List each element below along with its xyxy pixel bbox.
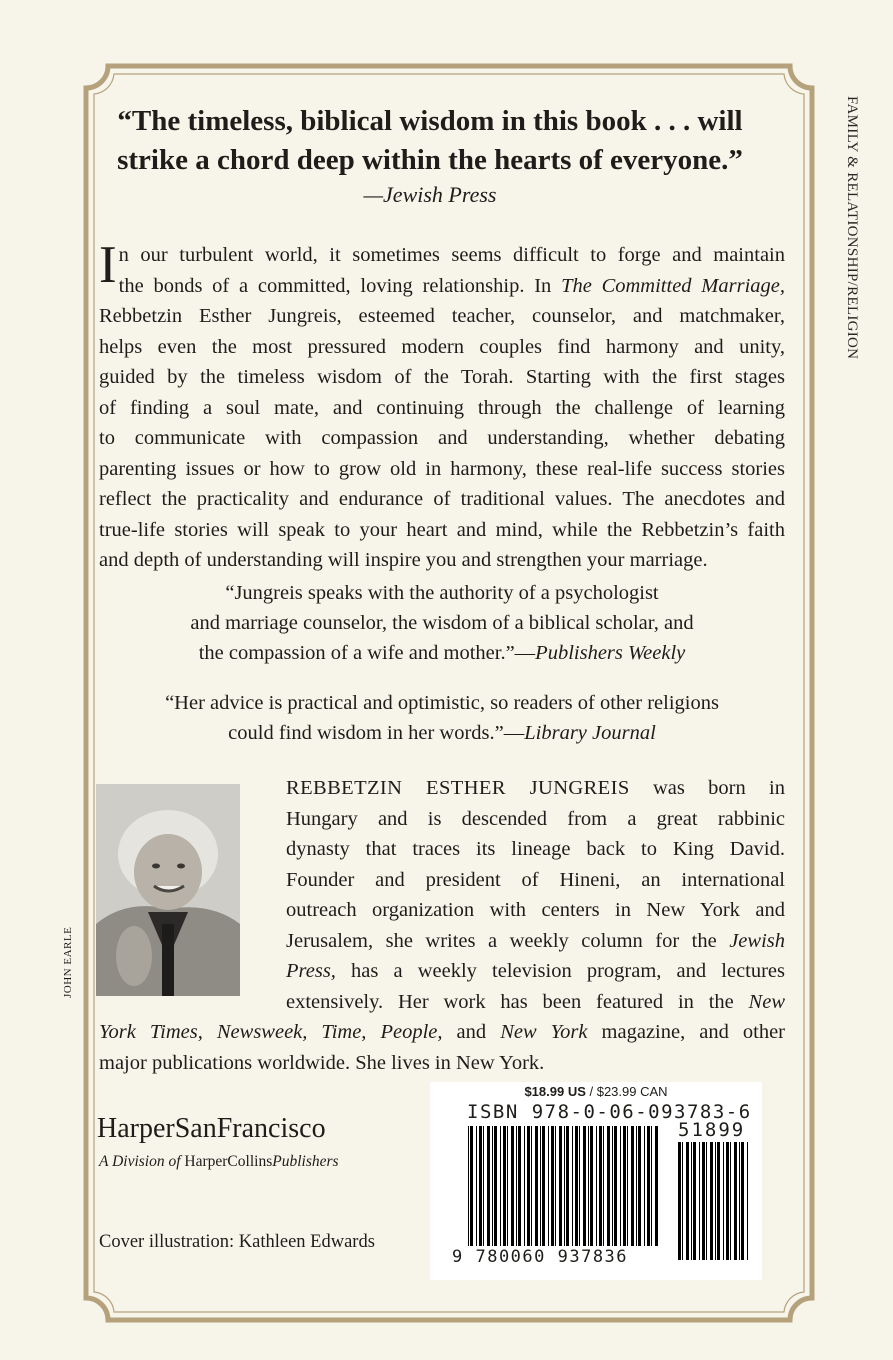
description-line: n our turbulent world, it sometimes seems difficult to forge and maintain [118,244,785,266]
tagline-line: strike a chord deep within the hearts of everyone.” [117,144,743,176]
description-line: of finding a soul mate, and continuing through the challenge of learning [99,396,785,419]
quote-line: could find wisdom in her words.”—Library Journal [228,722,656,744]
quote-line: and marriage counselor, the wisdom of a biblical scholar, and [190,612,694,634]
description-line: to communicate with compassion and understanding, whether debating [99,427,785,449]
bio-line: Hungary and is descended from a great rabbinic [286,807,785,830]
tagline-line: “The timeless, biblical wisdom in this book . . . will [117,105,743,137]
drop-cap: I [99,236,117,294]
cover-credit: Cover illustration: Kathleen Edwards [99,1232,375,1252]
quote-source: Publishers Weekly [535,642,686,664]
ean-digits: 9 780060 937836 [452,1247,629,1267]
description-line: reflect the practicality and endurance of traditional values. The anecdotes and [99,488,785,510]
book-title: The Committed Marriage, [561,274,786,297]
description-line: and depth of understanding will inspire you and strengthen your marriage. [99,549,708,571]
bio-line: dynasty that traces its lineage back to King David. [286,838,785,860]
description-line: Rebbetzin Esther Jungreis, esteemed teacher, counselor, and matchmaker, [99,305,785,327]
category-text: FAMILY & RELATIONSHIP/RELIGION [844,96,860,360]
publisher-name: HarperSanFrancisco [97,1113,326,1144]
description-line: guided by the timeless wisdom of the Torah. Starting with the first stages [99,366,785,388]
bio-line: extensively. Her work has been featured in the New [286,990,785,1013]
isbn-number: ISBN 978-0-06-093783-6 [467,1101,752,1123]
quote-source: Library Journal [524,722,656,744]
bio-line: REBBETZIN ESTHER JUNGREIS was born in [286,777,786,799]
description-line: helps even the most pressured modern couples find harmony and unity, [99,335,785,358]
author-bio [99,773,785,1078]
bio-line: Founder and president of Hineni, an international [286,868,785,891]
bio-line: Press, has a weekly television program, and lectures [286,960,785,982]
bio-line: York Times, Newsweek, Time, People, and New York magazine, and other [99,1021,785,1043]
quote-line: the compassion of a wife and mother.”—Publishers Weekly [198,642,686,664]
publisher-division: A Division of HarperCollinsPublishers [99,1153,339,1170]
tagline-quote [80,102,780,180]
bio-line: outreach organization with centers in New York and [286,899,785,921]
price-addon-code: 51899 [678,1119,746,1141]
barcode-box [430,1082,762,1280]
description-line: true-life stories will speak to your heart and mind, while the Rebbetzin’s faith [99,518,785,541]
bio-line: major publications worldwide. She lives in New York. [99,1051,545,1074]
author-name: REBBETZIN ESTHER JUNGREIS [286,777,630,799]
quote-line: “Jungreis speaks with the authority of a psychologist [225,582,659,604]
review-quote-library-journal [99,688,785,748]
book-description [99,236,786,576]
description-line: parenting issues or how to grow old in harmony, these real-life success stories [99,457,785,480]
quote-line: “Her advice is practical and optimistic, so readers of other religions [165,692,719,714]
tagline-source: —Jewish Press [363,182,497,207]
bio-line: Jerusalem, she writes a weekly column for the Jewish [286,929,785,952]
photo-credit-text: JOHN EARLE [62,926,74,998]
description-line: the bonds of a committed, loving relationship. In The Committed Marriage, [118,274,786,297]
price: $18.99 US / $23.99 CAN [524,1084,668,1099]
review-quote-publishers-weekly [99,578,785,668]
photo-credit [62,908,80,998]
category-label [838,96,868,396]
